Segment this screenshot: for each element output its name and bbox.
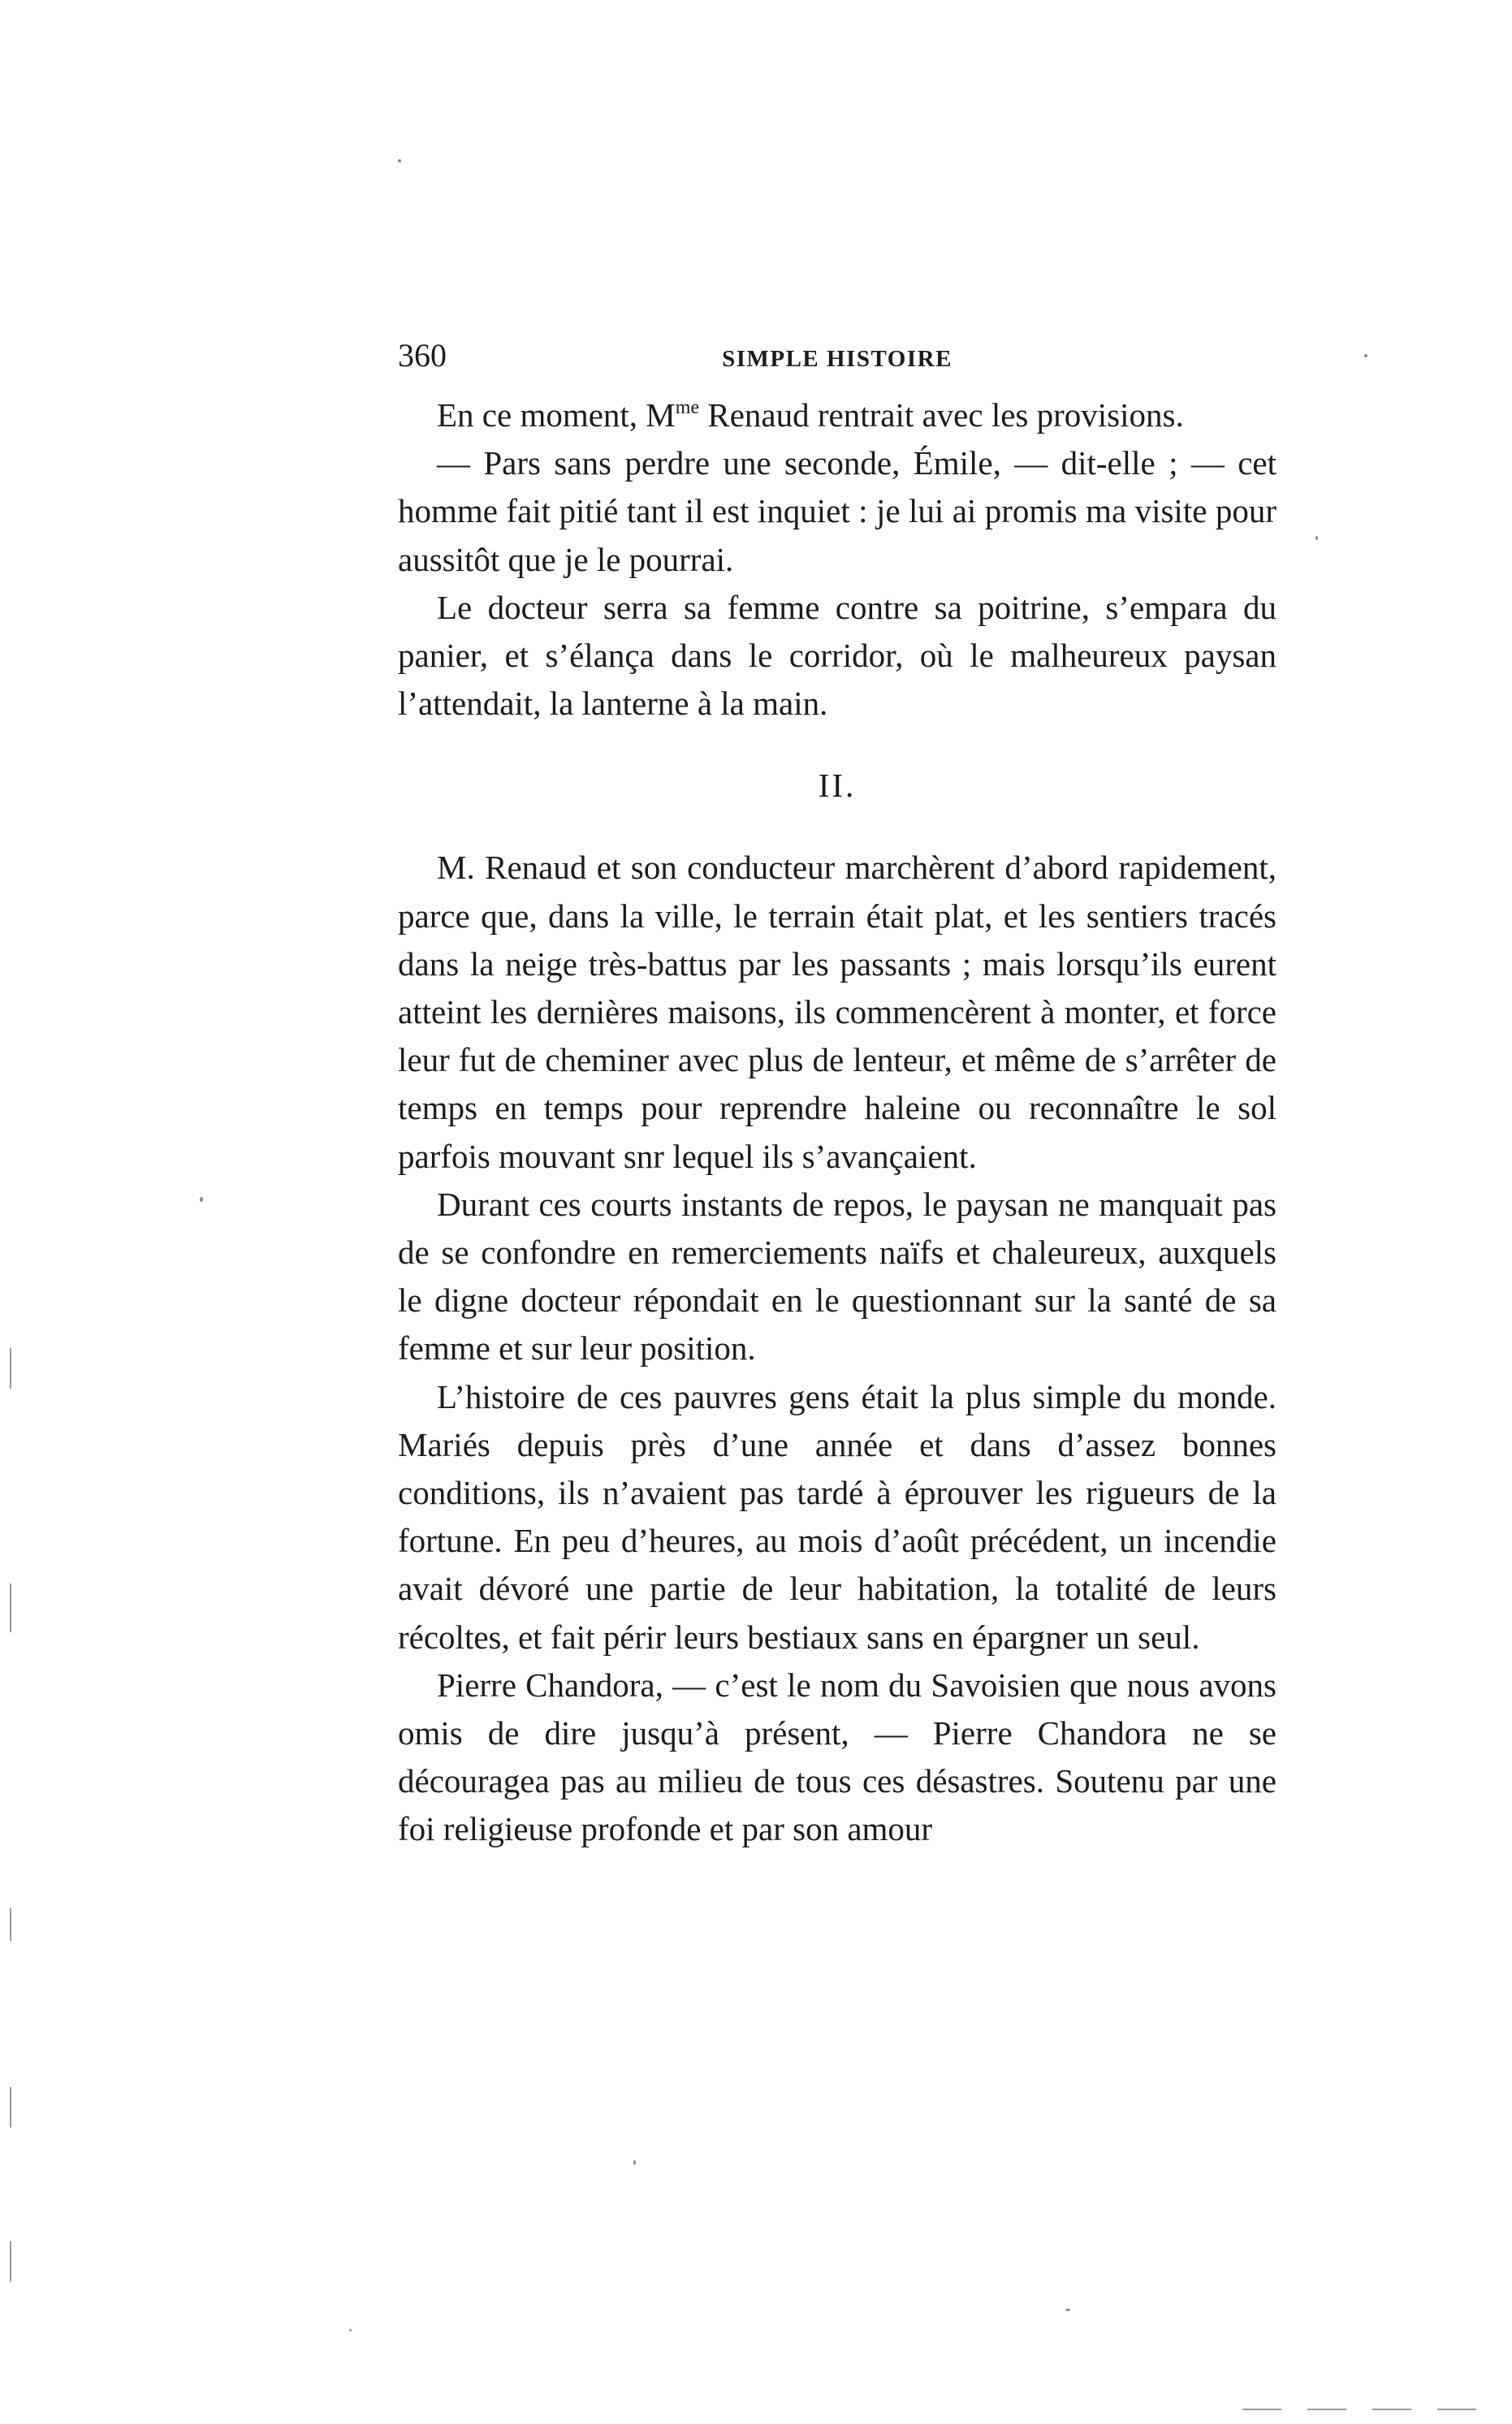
paragraph-6: L’histoire de ces pauvres gens était la plus simple du monde. Mariés depuis près d’une année et dans d’assez bonnes conditions, ils n’avaient pas tardé à éprouver les rigueurs de la fortune. En peu d’heures, au mois d’août précédent, un incendie avait dévoré une partie de leur habitation, la totalité de leurs récoltes, et fait périr leurs bestiaux sans en épargner un seul. bbox=[398, 1377, 1277, 1656]
body-text bbox=[398, 391, 1277, 1854]
page-header bbox=[398, 333, 1277, 378]
scan-edge-mark bbox=[1307, 2409, 1346, 2410]
scan-speck bbox=[398, 159, 401, 162]
paragraph-1 bbox=[398, 391, 1277, 439]
book-page bbox=[398, 333, 1277, 1854]
scan-edge-mark bbox=[10, 2241, 11, 2282]
abbreviation-superscript: me bbox=[675, 397, 700, 418]
scan-speck bbox=[633, 2160, 636, 2165]
paragraph-1-start: En ce moment, M bbox=[437, 396, 676, 434]
paragraph-2: — Pars sans perdre une seconde, Émile, — dit-elle ; — cet homme fait pitié tant il est inquiet : je lui ai promis ma visite pour aussitôt que je le pourrai. bbox=[398, 444, 1277, 578]
scan-edge-mark bbox=[1242, 2409, 1281, 2410]
paragraph-5: Durant ces courts instants de repos, le paysan ne manquait pas de se confondre en remerciements naïfs et chaleureux, auxquels le digne docteur répondait en le questionnant sur la santé de sa femme et sur leur position. bbox=[398, 1185, 1277, 1368]
scan-speck bbox=[1364, 354, 1367, 357]
page-number: 360 bbox=[398, 337, 447, 374]
paragraph-1-end: Renaud rentrait avec les provisions. bbox=[699, 396, 1184, 434]
paragraph-4: M. Renaud et son conducteur marchèrent d’abord rapidement, parce que, dans la ville, le terrain était plat, et les sentiers tracés dans la neige très-battus par les passants ; mais lorsqu’ils eurent atteint les dernières maisons, ils commencèrent à monter, et force leur fut de cheminer avec plus de lenteur, et même de s’arrêter de temps en temps pour reprendre haleine ou reconnaître le sol parfois mouvant snr lequel ils s’avançaient. bbox=[398, 849, 1277, 1175]
scan-edge-mark bbox=[10, 1348, 11, 1389]
scan-edge-mark bbox=[10, 1584, 11, 1632]
section-heading: II. bbox=[818, 767, 857, 805]
scan-speck bbox=[1065, 2309, 1070, 2311]
scan-speck bbox=[349, 2329, 352, 2331]
paragraph-7: Pierre Chandora, — c’est le nom du Savoisien que nous avons omis de dire jusqu’à présent, — Pierre Chandora ne se découragea pas au milieu de tous ces désastres. Soutenu par une foi religieuse profonde et par son amour bbox=[398, 1666, 1277, 1848]
paragraph-3: Le docteur serra sa femme contre sa poitrine, s’empara du panier, et s’élança dans le corridor, où le malheureux paysan l’attendait, la lanterne à la main. bbox=[398, 588, 1277, 723]
scan-edge-mark bbox=[1437, 2409, 1476, 2410]
scan-edge-mark bbox=[10, 1908, 11, 1941]
scan-edge-mark bbox=[1372, 2409, 1411, 2410]
running-title: SIMPLE HISTOIRE bbox=[722, 346, 953, 372]
scan-edge-mark bbox=[10, 2087, 11, 2128]
scan-speck bbox=[1315, 536, 1318, 540]
scan-speck bbox=[200, 1197, 203, 1202]
